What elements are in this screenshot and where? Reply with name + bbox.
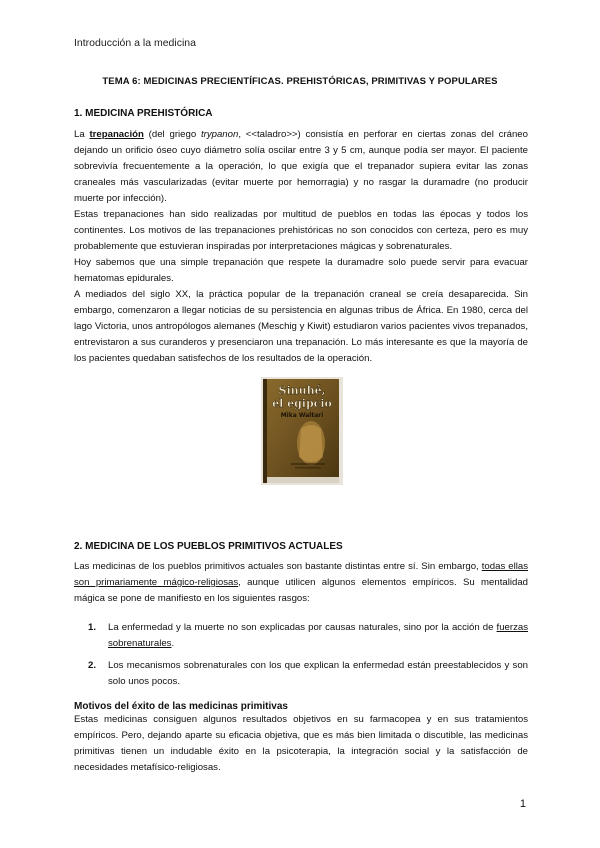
running-header: Introducción a la medicina bbox=[74, 37, 196, 49]
book-cover-image bbox=[261, 377, 343, 485]
book-title-line-2: el egipcio bbox=[272, 397, 332, 410]
book-author: Mika Waltari bbox=[280, 412, 324, 419]
traits-list bbox=[84, 620, 528, 696]
subsection-heading: Motivos del éxito de las medicinas primitivas bbox=[74, 701, 288, 712]
section-1-paragraph-3: Hoy sabemos que una simple trepanación que respete la duramadre solo puede servir para evacuar hematomas epidurales. bbox=[74, 257, 528, 284]
list-item: 1. La enfermedad y la muerte no son explicadas por causas naturales, sino por la acción de fuerzas sobrenaturales. bbox=[88, 622, 528, 649]
section-1-paragraph-2: Estas trepanaciones han sido realizadas por multitud de pueblos en todas las épocas y todos los continentes. Los motivos de las trepanaciones prehistóricas no son conocidos con certeza, pero es muy probablemente que estuvieran inspiradas por interpretaciones mágicas y sobrenaturales. bbox=[74, 209, 528, 252]
chapter-title: TEMA 6: MEDICINAS PRECIENTÍFICAS. PREHISTÓRICAS, PRIMITIVAS Y POPULARES bbox=[102, 76, 498, 87]
section-2-paragraph-1: Las medicinas de los pueblos primitivos actuales son bastante distintas entre sí. Sin embargo, todas ellas son primariamente mágico-religiosas, aunque utilicen algunos elementos empíricos. Su mentalidad mágica se pone de manifiesto en los siguientes rasgos: bbox=[74, 561, 528, 604]
term-trepanacion: trepanación bbox=[89, 129, 144, 140]
list-item: 2. Los mecanismos sobrenaturales con los que explican la enfermedad están preestablecidos y son solo unos pocos. bbox=[88, 660, 528, 687]
section-1-heading: 1. MEDICINA PREHISTÓRICA bbox=[74, 108, 213, 119]
section-2-paragraph-2: Estas medicinas consiguen algunos resultados objetivos en su farmacopea y en sus tratamientos empíricos. Pero, dejando aparte su eficacia objetiva, que es más bien limitada o discutible, las medicinas primitivas tienen un indudable éxito en la psicoterapia, la integración social y la satisfacción de necesidades metafísico-religiosas. bbox=[74, 714, 528, 773]
emphasis-magico-religiosas: todas ellas son primariamente mágico-religiosas bbox=[74, 561, 528, 588]
section-1-paragraph-4: A mediados del siglo XX, la práctica popular de la trepanación craneal se creía desaparecida. Sin embargo, comenzaron a llegar noticias de su persistencia en algunas tribus de África. En 1980, cerca del lago Victoria, unos antropólogos alemanes (Meschig y Kiwit) estudiaron varios pacientes vivos trepanados, entrevistaron a sus curanderos y presenciaron una trepanación. Lo más interesante es que la mayoría de los pacientes quedaban satisfechos de los resultados de la operación. bbox=[74, 289, 528, 364]
section-2-heading: 2. MEDICINA DE LOS PUEBLOS PRIMITIVOS ACTUALES bbox=[74, 541, 343, 552]
section-1-paragraph-1: La trepanación (del griego trypanon, <<taladro>>) consistía en perforar en ciertas zonas del cráneo dejando un orificio óseo cuyo diámetro solía oscilar entre 3 y 5 cm, aunque podía ser mayor. El paciente sobrevivía frecuentemente a la operación, lo que exigía que el trepanador supiera evitar las zonas craneales más vascularizadas (evitar muerte por hemorragia) y no rasgar la duramadre (no producir muerte por infección). bbox=[74, 129, 528, 204]
book-title-line-1: Sinuhé, bbox=[278, 384, 326, 397]
page-number: 1 bbox=[519, 798, 526, 810]
